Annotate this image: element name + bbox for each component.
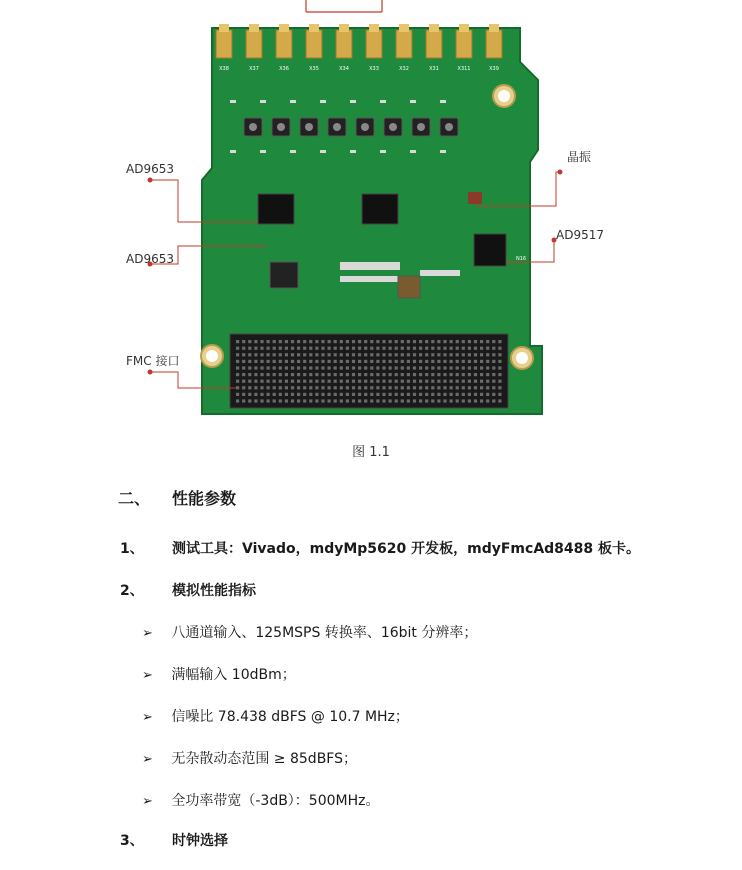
bullet-arrow-icon: ➢ <box>142 626 153 641</box>
callout-ad9653-top: AD9653 <box>126 162 174 176</box>
connector-label: X311 <box>457 66 471 72</box>
connector-label: X37 <box>249 66 259 72</box>
item-2-number: 2、 <box>120 583 144 599</box>
section-title: 性能参数 <box>172 489 237 508</box>
sma-connector-icon <box>396 30 412 58</box>
bullet-text: 八通道输入、125MSPS 转换率、16bit 分辨率； <box>171 625 478 641</box>
sma-connector-icon <box>216 30 232 58</box>
bullet-arrow-icon: ➢ <box>142 794 153 809</box>
sma-connector-icon <box>486 30 502 58</box>
callout-ad9653-bottom: AD9653 <box>126 252 174 266</box>
connector-label: X39 <box>489 66 499 72</box>
sma-connector-icon <box>456 30 472 58</box>
sma-connector-icon <box>426 30 442 58</box>
pcb-figure <box>120 0 604 420</box>
item-1-number: 1、 <box>120 541 144 557</box>
callout-fmc: FMC 接口 <box>126 354 180 368</box>
connector-label: X36 <box>279 66 289 72</box>
sma-connector-icon <box>366 30 382 58</box>
callout-crystal: 晶振 <box>567 150 592 164</box>
sma-connector-icon <box>246 30 262 58</box>
callout-ad9517: AD9517 <box>556 228 604 242</box>
bullet-item <box>142 622 477 642</box>
figure-caption: 图 1.1 <box>352 445 390 460</box>
bullet-arrow-icon: ➢ <box>142 752 153 767</box>
sma-connector-icon <box>276 30 292 58</box>
bullet-item <box>142 706 409 726</box>
connector-label: X35 <box>309 66 319 72</box>
item-3-number: 3、 <box>120 833 144 849</box>
pcb-board-image <box>120 0 600 420</box>
item-3-text: 时钟选择 <box>172 833 228 849</box>
sma-connector-icon <box>336 30 352 58</box>
sma-connector-icon <box>306 30 322 58</box>
connector-label: X38 <box>219 66 229 72</box>
connector-label: X31 <box>429 66 439 72</box>
bullet-text: 全功率带宽（-3dB）：500MHz。 <box>171 793 380 809</box>
item-2-text: 模拟性能指标 <box>172 583 256 599</box>
chip-label: N16 <box>516 256 527 262</box>
bullet-text: 无杂散动态范围 ≥ 85dBFS； <box>171 751 357 767</box>
connector-label: X33 <box>369 66 379 72</box>
bullet-item <box>142 664 296 684</box>
connector-label: X34 <box>339 66 349 72</box>
bullet-arrow-icon: ➢ <box>142 668 153 683</box>
bullet-text: 满幅输入 10dBm； <box>171 667 296 683</box>
bullet-item <box>142 790 380 810</box>
item-1-text: 测试工具：Vivado，mdyMp5620 开发板，mdyFmcAd8488 板卡。 <box>172 541 641 557</box>
bullet-arrow-icon: ➢ <box>142 710 153 725</box>
connector-label: X32 <box>399 66 409 72</box>
section-number: 二、 <box>118 489 151 508</box>
bullet-text: 信噪比 78.438 dBFS @ 10.7 MHz； <box>171 709 409 725</box>
bullet-item <box>142 748 357 768</box>
